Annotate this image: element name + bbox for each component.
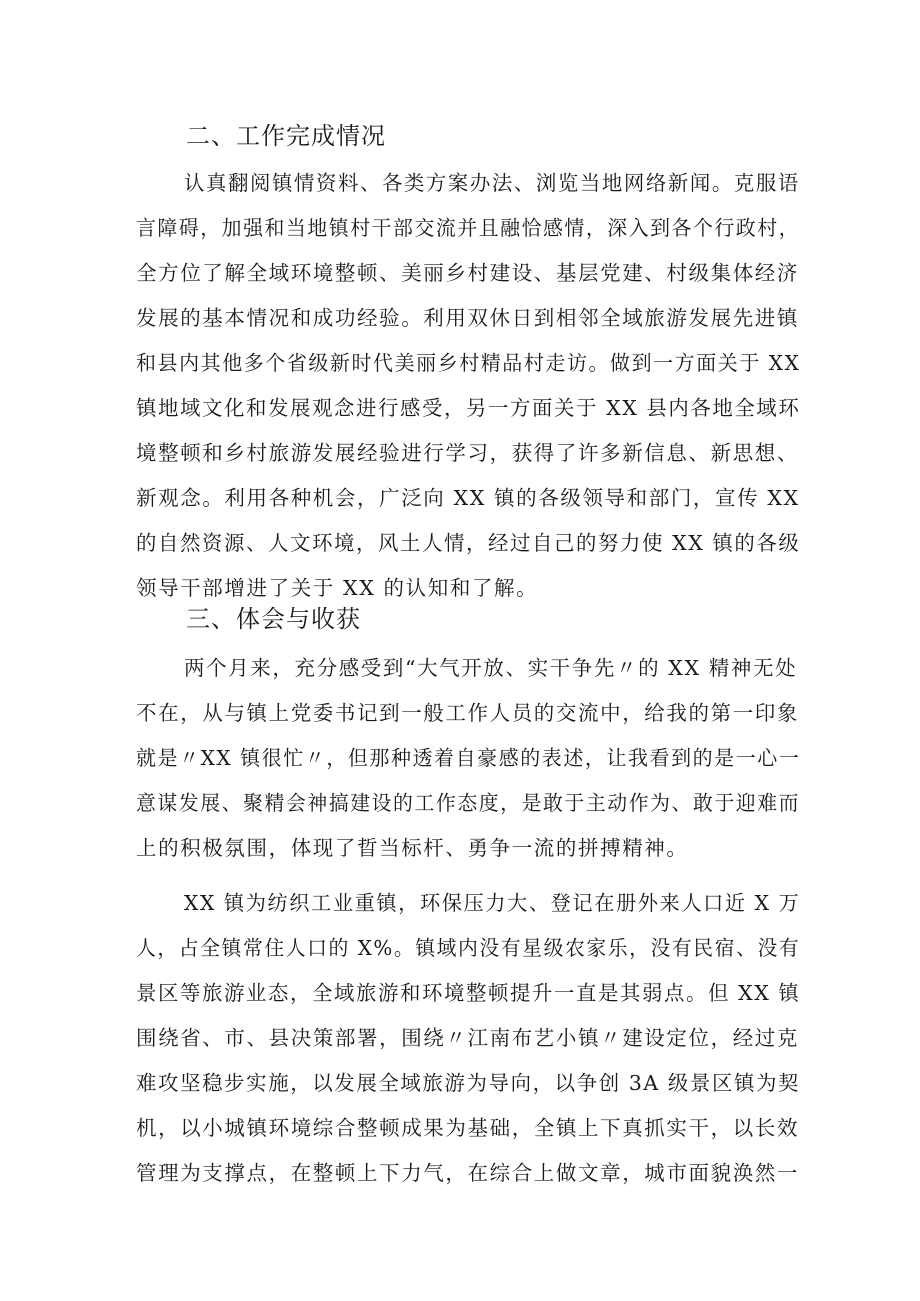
paragraph-line: 难攻坚稳步实施，以发展全域旅游为导向，以争创 3A 级景区镇为契 (136, 1071, 801, 1095)
paragraph-line: 景区等旅游业态，全域旅游和环境整顿提升一直是其弱点。但 XX 镇 (136, 981, 801, 1005)
paragraph-line: 管理为支撑点，在整顿上下力气，在综合上做文章，城市面貌涣然一 (136, 1161, 799, 1185)
paragraph-line: 围绕省、市、县决策部署，围绕〃江南布艺小镇〃建设定位，经过克 (136, 1026, 799, 1050)
paragraph-line: 意谋发展、聚精会神搞建设的工作态度，是敢于主动作为、敢于迎难而 (136, 791, 801, 815)
section-heading-work-completion: 二、工作完成情况 (186, 122, 386, 150)
paragraph-line: 就是〃XX 镇很忙〃，但那种透着自豪感的表述，让我看到的是一心一 (136, 746, 801, 770)
paragraph-line: XX 镇为纺织工业重镇，环保压力大、登记在册外来人口近 X 万 (184, 891, 801, 915)
paragraph-line: 的自然资源、人文环境，风土人情，经过自己的努力使 XX 镇的各级 (136, 531, 801, 555)
paragraph-line: 发展的基本情况和成功经验。利用双休日到相邻全域旅游发展先进镇 (136, 306, 799, 330)
paragraph-line: 上的积极氛围，体现了晢当标杆、勇争一流的拼搏精神。 (136, 836, 689, 860)
paragraph-line: 人，占全镇常住人口的 X%。镇域内没有星级农家乐，没有民宿、没有 (136, 936, 801, 960)
paragraph-line: 两个月来，充分感受到“大气开放、实干争先〃的 XX 精神无处 (184, 656, 798, 680)
paragraph-line: 机，以小城镇环境综合整顿成果为基础，全镇上下真抓实干，以长效 (136, 1116, 799, 1140)
paragraph-line: 全方位了解全域环境整顿、美丽乡村建设、基层党建、村级集体经济 (136, 261, 799, 285)
paragraph-line: 不在，从与镇上党委书记到一般工作人员的交流中，给我的第一印象 (136, 701, 799, 725)
paragraph-line: 和县内其他多个省级新时代美丽乡村精品村走访。做到一方面关于 XX (136, 351, 801, 375)
paragraph-line: 认真翻阅镇情资料、各类方案办法、浏览当地网络新闻。克服语 (184, 171, 800, 195)
paragraph-line: 境整顿和乡村旅游发展经验进行学习，获得了许多新信息、新思想、 (136, 441, 799, 465)
paragraph-line: 新观念。利用各种机会，广泛向 XX 镇的各级领导和部门，宣传 XX (136, 486, 800, 510)
paragraph-line: 领导干部增进了关于 XX 的认知和了解。 (136, 576, 539, 600)
paragraph-line: 镇地域文化和发展观念进行感受，另一方面关于 XX 县内各地全域环 (136, 396, 801, 420)
paragraph-line: 言障碍，加强和当地镇村干部交流并且融恰感情，深入到各个行政村， (136, 216, 801, 240)
section-heading-experience-gains: 三、体会与收获 (186, 605, 361, 633)
